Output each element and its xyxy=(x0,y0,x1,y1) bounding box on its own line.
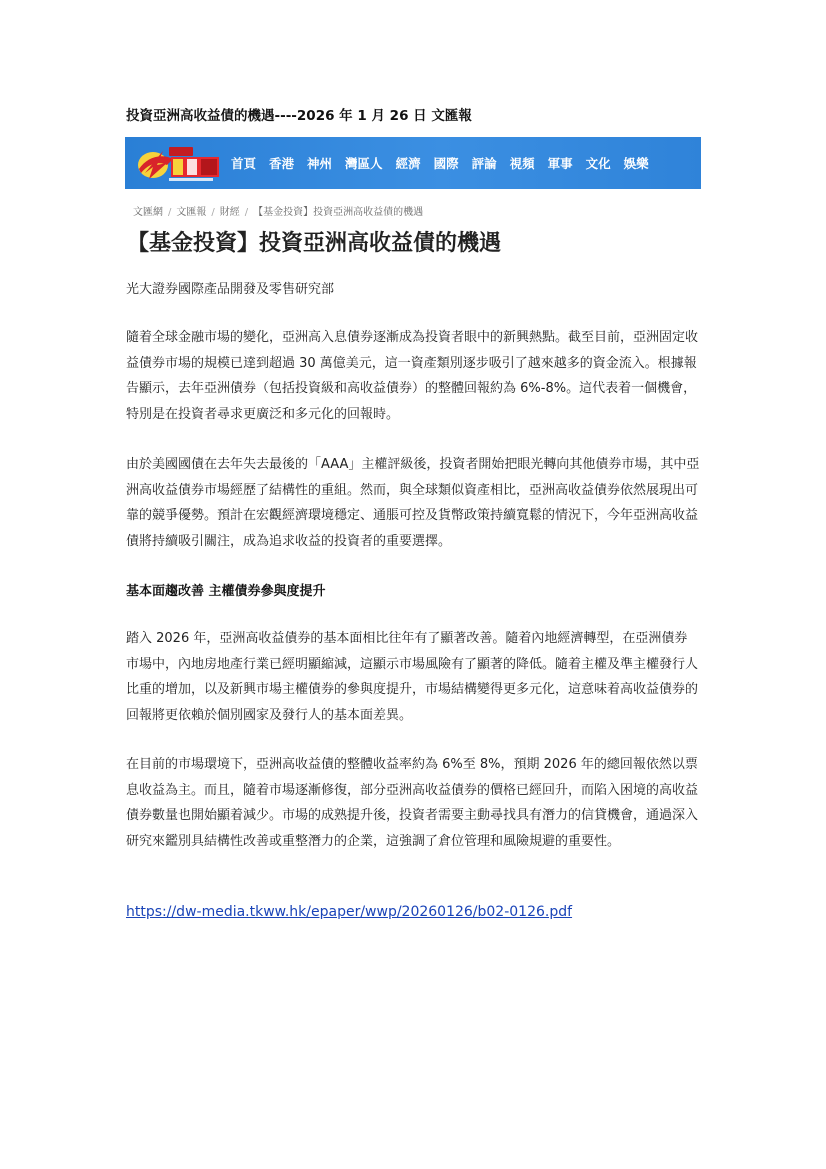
nav-item-culture[interactable]: 文化 xyxy=(585,156,611,171)
breadcrumb-item-finance[interactable]: 財經 xyxy=(219,207,240,218)
nav-item-bay-area[interactable]: 灣區人 xyxy=(345,156,383,171)
article-byline: 光大證券國際產品開發及零售研究部 xyxy=(126,282,335,297)
breadcrumb-item-site[interactable]: 文匯網 xyxy=(133,207,163,218)
nav-item-entertainment[interactable]: 娛樂 xyxy=(623,156,649,171)
nav-item-military[interactable]: 軍事 xyxy=(547,156,573,171)
breadcrumb-separator: / xyxy=(168,207,172,218)
breadcrumb-separator: / xyxy=(244,207,249,218)
article-headline: 【基金投資】投資亞洲高收益債的機遇 xyxy=(127,231,502,256)
site-banner xyxy=(125,137,701,189)
wenweipo-logo-icon[interactable] xyxy=(133,143,223,183)
section-heading: 基本面趨改善 主權債券參與度提升 xyxy=(126,584,326,599)
breadcrumb xyxy=(133,203,423,218)
article-paragraph-4: 在目前的市場環境下，亞洲高收益債的整體收益率約為 6%至 8%，預期 2026 年的總回報依然以票息收益為主。而且，隨着市場逐漸修復，部分亞洲高收益債券的價格已經回升，而陷入困境的高收益債券數量也開始顯着減少。市場的成熟提升後，投資者需要主動尋找具有潛力的信貸機會，通過深入研究來鑑別具結構性改善或重整潛力的企業，這強調了倉位管理和風險規避的重要性。 xyxy=(126,757,699,849)
breadcrumb-item-article: 【基金投資】投資亞洲高收益債的機遇 xyxy=(253,207,424,218)
source-link[interactable]: https://dw-media.tkww.hk/epaper/wwp/20260126/b02-0126.pdf xyxy=(126,904,573,920)
article-paragraph-3: 踏入 2026 年，亞洲高收益債券的基本面相比往年有了顯著改善。隨着內地經濟轉型，在亞洲債券市場中，內地房地產行業已經明顯縮減，這顯示市場風險有了顯著的降低。隨着主權及準主權發行人比重的增加，以及新興市場主權債券的參與度提升，市場結構變得更多元化，這意味着高收益債券的回報將更依賴於個別國家及發行人的基本面差異。 xyxy=(126,631,699,723)
nav-item-economy[interactable]: 經濟 xyxy=(395,156,421,171)
main-navigation xyxy=(231,137,662,189)
nav-item-hongkong[interactable]: 香港 xyxy=(269,156,295,171)
nav-item-home[interactable]: 首頁 xyxy=(231,156,257,171)
nav-item-international[interactable]: 國際 xyxy=(433,156,459,171)
breadcrumb-item-paper[interactable]: 文匯報 xyxy=(176,207,207,218)
article-paragraph-2: 由於美國國債在去年失去最後的「AAA」主權評級後，投資者開始把眼光轉向其他債券市場，其中亞洲高收益債券市場經歷了結構性的重組。然而，與全球類似資產相比，亞洲高收益債券依然展現出可靠的競爭優勢。預計在宏觀經濟環境穩定、通脹可控及貨幣政策持續寬鬆的情況下，今年亞洲高收益債將持續吸引關注，成為追求收益的投資者的重要選擇。 xyxy=(126,457,700,549)
nav-item-video[interactable]: 視頻 xyxy=(509,156,535,171)
article-paragraph-1: 隨着全球金融市場的變化，亞洲高入息債券逐漸成為投資者眼中的新興熱點。截至目前，亞洲固定收益債券市場的規模已達到超過 30 萬億美元，這一資產類別逐步吸引了越來越多的資金流入。根據報告顯示，去年亞洲債券（包括投資級和高收益債券）的整體回報約為 6%-8%。這代表着一個機會，特別是在投資者尋求更廣泛和多元化的回報時。 xyxy=(126,330,699,422)
nav-item-china[interactable]: 神州 xyxy=(307,156,333,171)
document-title: 投資亞洲高收益債的機遇----2026 年 1 月 26 日 文匯報 xyxy=(126,108,472,124)
nav-item-commentary[interactable]: 評論 xyxy=(471,156,497,171)
breadcrumb-separator: / xyxy=(211,207,215,218)
